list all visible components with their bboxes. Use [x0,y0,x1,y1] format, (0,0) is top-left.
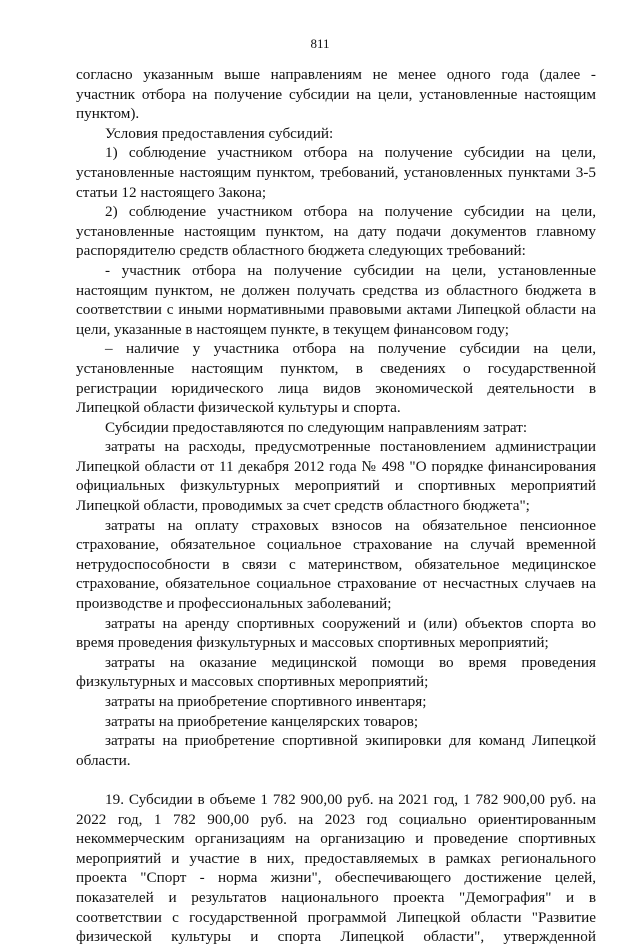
paragraph-6: – наличие у участника отбора на получение субсидии на цели, установленные настоящим пунктом, в сведениях о государственной регистрации юридического лица видов экономической деятельности в Липецкой области физической культуры и спорта. [76,340,596,417]
paragraph-15: 19. Субсидии в объеме 1 782 900,00 руб. на 2021 год, 1 782 900,00 руб. на 2022 год, 1 782 900,00 руб. на 2023 год социально ориентированным некоммерческим организациям на организацию и проведение спортивных мероприятий и участие в них, предоставляемых в рамках регионального проекта "Спорт - норма жизни", обеспечивающего достижение целей, показателей и результатов национального проекта "Демография" и в соответствии с государственной программой Липецкой области "Развитие физической культуры и спорта Липецкой области", утвержденной [76,790,596,946]
paragraph-11: затраты на оказание медицинской помощи во время проведения физкультурных и массовых спортивных мероприятий; [76,653,596,691]
paragraph-12: затраты на приобретение спортивного инвентаря; [105,693,427,710]
paragraph-3: 1) соблюдение участником отбора на получение субсидии на цели, установленные настоящим пунктом, требований, установленных пунктами 3-5 статьи 12 настоящего Закона; [76,144,596,201]
paragraph-1: согласно указанным выше направлениям не менее одного года (далее - участник отбора на получение субсидии на цели, установленные настоящим пунктом). [76,66,596,123]
paragraph-14: затраты на приобретение спортивной экипировки для команд Липецкой области. [76,732,596,769]
paragraph-13: затраты на приобретение канцелярских товаров; [105,712,419,730]
paragraph-7: Субсидии предоставляются по следующим направлениям затрат: [105,418,528,436]
page-number: 811 [310,36,330,51]
paragraph-8: затраты на расходы, предусмотренные постановлением администрации Липецкой области от 11 декабря 2012 года № 498 "О порядке финансирования официальных физкультурных мероприятий и спортивных мероприятий Липецкой области, проводимых за счет средств областного бюджета"; [76,438,596,515]
paragraph-10: затраты на аренду спортивных сооружений и (или) объектов спорта во время проведения физкультурных и массовых спортивных мероприятий; [76,614,596,652]
paragraph-gap [76,770,596,790]
paragraph-2: Условия предоставления субсидий: [105,124,334,142]
paragraph-5: - участник отбора на получение субсидии на цели, установленные настоящим пунктом, не должен получать средства из областного бюджета в соответствии с иными нормативными правовыми актами Липецкой области на цели, указанные в настоящем пункте, в текущем финансовом году; [76,261,596,338]
paragraph-9: затраты на оплату страховых взносов на обязательное пенсионное страхование, обязательное социальное страхование на случай временной нетрудоспособности в связи с материнством, обязательное медицинское страхование, обязательное социальное страхование от несчастных случаев на производстве и профессиональных заболеваний; [76,516,596,613]
document-body [76,65,596,947]
paragraph-4: 2) соблюдение участником отбора на получение субсидии на цели, установленные настоящим пунктом, на дату подачи документов главному распорядителю средств областного бюджета следующих требований: [76,203,596,260]
